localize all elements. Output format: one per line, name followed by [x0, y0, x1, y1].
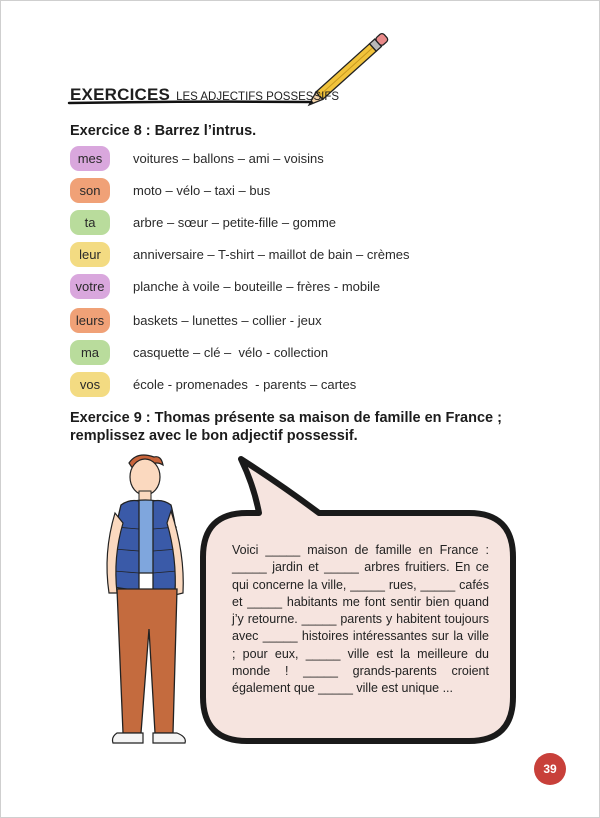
- word-list: baskets – lunettes – collier - jeux: [133, 313, 322, 328]
- word-list: planche à voile – bouteille – frères - mobile: [133, 279, 381, 294]
- possessive-pill: vos: [70, 372, 110, 397]
- bubble-text: [232, 542, 489, 698]
- possessive-pill: votre: [70, 274, 110, 299]
- word-list: moto – vélo – taxi – bus: [133, 183, 271, 198]
- possessive-pill: mes: [70, 146, 110, 171]
- word-list: arbre – sœur – petite-fille – gomme: [133, 215, 337, 230]
- possessive-pill: leur: [70, 242, 110, 267]
- possessive-pill: ta: [70, 210, 110, 235]
- possessive-pill: leurs: [70, 308, 110, 333]
- thomas-illustration: [99, 453, 209, 753]
- word-list: école - promenades - parents – cartes: [133, 377, 357, 392]
- exercise-8-title: Exercice 8 : Barrez l’intrus.: [70, 123, 257, 139]
- possessive-pill: son: [70, 178, 110, 203]
- fill-in-paragraph: Voici _____ maison de famille en France : _____ jardin et _____ arbres fruitiers. En ce qui concerne la ville, _____ rues, _____ cafés et _____ habitants me font sentir bien quand j’y retourne. _____ parents y habitent toujours avec _____ histoires intéressantes sur la ville ; pour eux, _____ ville est la meilleure du monde ! _____ grands-parents croient également que _____ ville est unique ...: [232, 543, 489, 696]
- page-number-badge: 39: [534, 753, 566, 785]
- header-subtitle: LES ADJECTIFS POSSESSIFS: [176, 91, 340, 103]
- exercise-9-title: Exercice 9 : Thomas présente sa maison de famille en France ; remplissez avec le bon adjectif possessif.: [70, 410, 502, 444]
- word-list: anniversaire – T-shirt – maillot de bain – crèmes: [133, 247, 410, 262]
- header-title: EXERCICES: [70, 85, 171, 104]
- word-list: voitures – ballons – ami – voisins: [133, 151, 324, 166]
- word-list: casquette – clé – vélo - collection: [133, 345, 329, 360]
- possessive-pill: ma: [70, 340, 110, 365]
